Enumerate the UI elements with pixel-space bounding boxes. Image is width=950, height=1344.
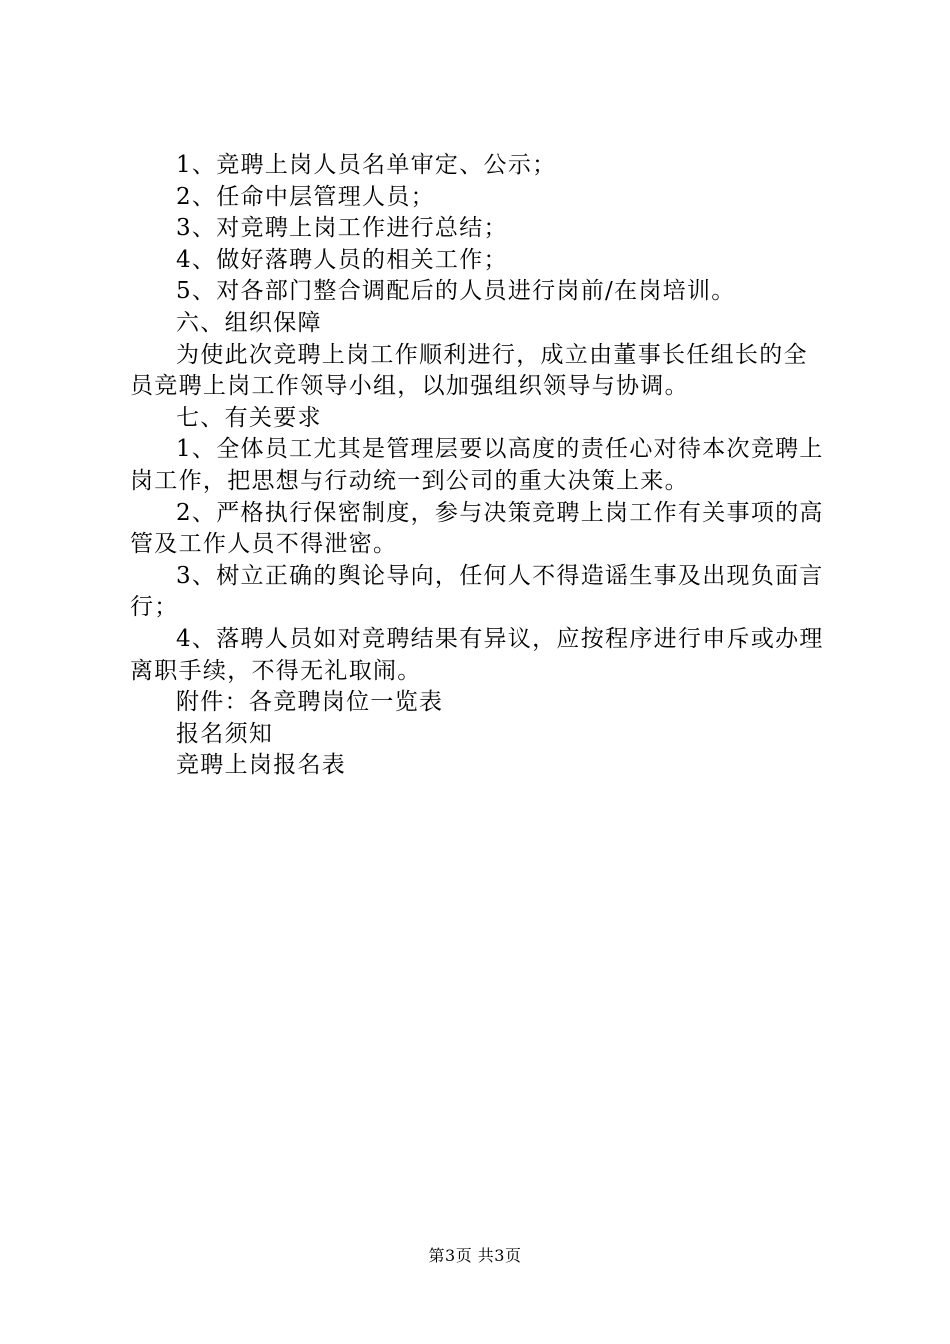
requirement-item-2: 2、严格执行保密制度，参与决策竞聘上岗工作有关事项的高管及工作人员不得泄密。 xyxy=(130,499,824,558)
attachment-item-form: 竞聘上岗报名表 xyxy=(176,752,347,779)
list-item-4: 4、做好落聘人员的相关工作； xyxy=(176,246,508,273)
list-item-3: 3、对竞聘上岗工作进行总结； xyxy=(176,215,508,242)
attachment-item-notice: 报名须知 xyxy=(176,720,274,747)
list-item-2: 2、任命中层管理人员； xyxy=(176,183,435,210)
list-item-1: 1、竞聘上岗人员名单审定、公示； xyxy=(176,152,557,178)
section-heading-organization: 六、组织保障 xyxy=(176,309,322,336)
paragraph-organization: 为使此次竞聘上岗工作顺利进行，成立由董事长任组长的全员竞聘上岗工作领导小组，以加强组织领导与协调。 xyxy=(130,341,808,400)
list-item-5: 5、对各部门整合调配后的人员进行岗前/在岗培训。 xyxy=(176,278,736,305)
requirement-item-4: 4、落聘人员如对竞聘结果有异议，应按程序进行申斥或办理离职手续，不得无礼取闹。 xyxy=(130,625,824,684)
document-body xyxy=(130,150,830,782)
section-heading-requirements: 七、有关要求 xyxy=(176,404,322,431)
requirement-item-3: 3、树立正确的舆论导向，任何人不得造谣生事及出现负面言行； xyxy=(130,562,824,621)
requirement-item-1: 1、全体员工尤其是管理层要以高度的责任心对待本次竞聘上岗工作，把思想与行动统一到公司的重大决策上来。 xyxy=(130,436,824,494)
attachment-line: 附件：各竞聘岗位一览表 xyxy=(176,689,444,716)
page-number: 第3页 共3页 xyxy=(428,1246,522,1265)
